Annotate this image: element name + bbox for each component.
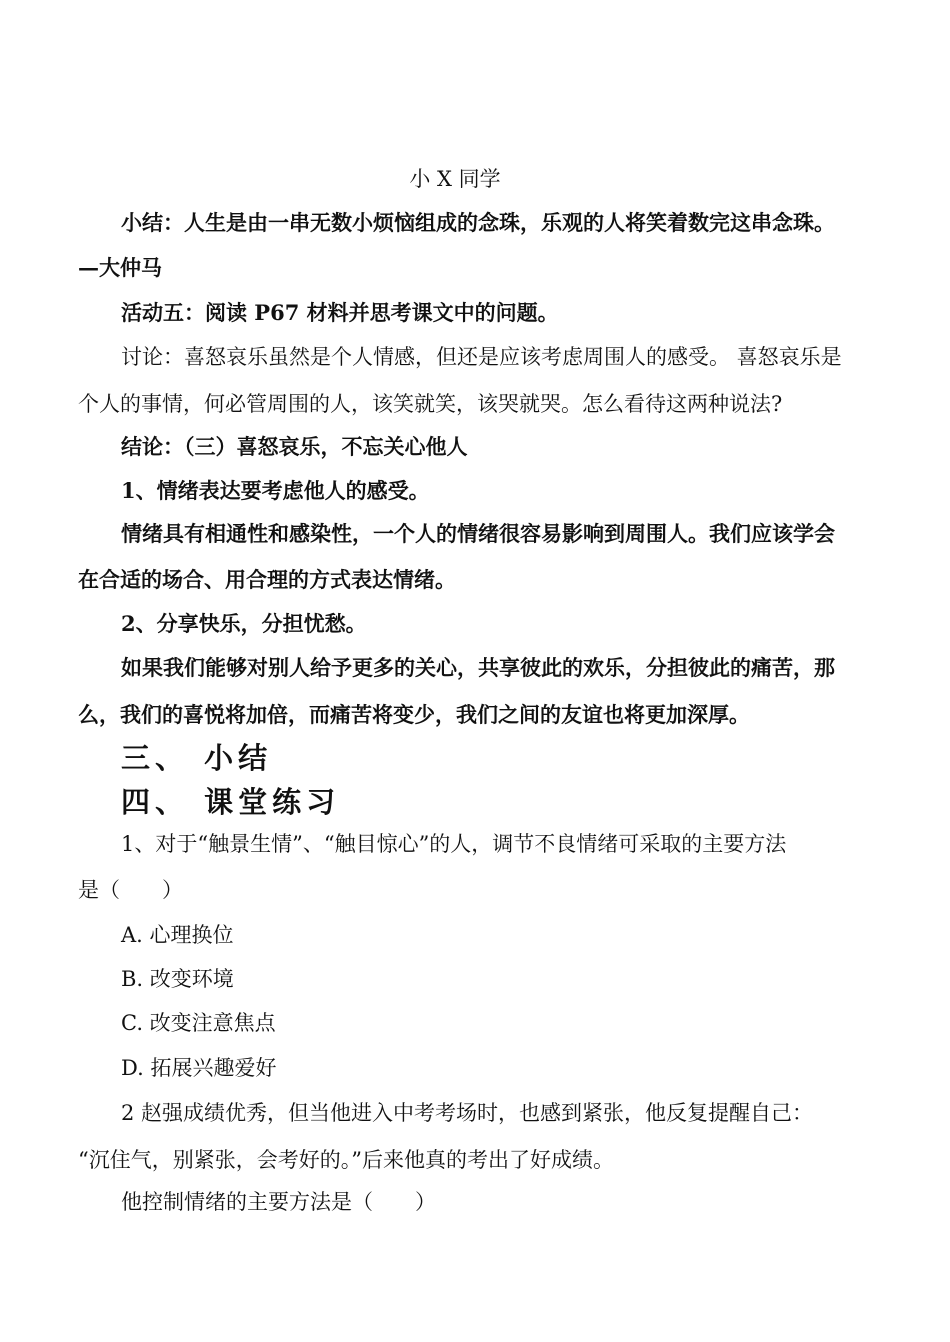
point2-title: 2、分享快乐，分担忧愁。 bbox=[121, 611, 367, 636]
attribution-text: 小 X 同学 bbox=[409, 167, 501, 191]
point2-body-line1: 如果我们能够对别人给予更多的关心，共享彼此的欢乐，分担彼此的痛苦，那 bbox=[121, 655, 835, 680]
section-three-heading: 三、 小结 bbox=[121, 741, 273, 775]
question1-option-b: B. 改变环境 bbox=[121, 967, 234, 991]
summary-quote-line1: 小结：人生是由一串无数小烦恼组成的念珠，乐观的人将笑着数完这串念珠。 bbox=[121, 210, 835, 235]
question1-option-d: D. 拓展兴趣爱好 bbox=[121, 1056, 277, 1080]
discussion-line1: 讨论：喜怒哀乐虽然是个人情感，但还是应该考虑周围人的感受。 喜怒哀乐是 bbox=[121, 345, 842, 369]
question1-line1: 1、对于“触景生情”、“触目惊心”的人，调节不良情绪可采取的主要方法 bbox=[121, 832, 787, 856]
question2-line2: “沉住气，别紧张，会考好的。”后来他真的考出了好成绩。 bbox=[78, 1148, 614, 1172]
point1-body-line1: 情绪具有相通性和感染性，一个人的情绪很容易影响到周围人。我们应该学会 bbox=[121, 521, 835, 546]
activity-five-text: 活动五：阅读 P67 材料并思考课文中的问题。 bbox=[121, 300, 559, 325]
question2-line1: 2 赵强成绩优秀，但当他进入中考考场时，也感到紧张，他反复提醒自己： bbox=[121, 1101, 814, 1125]
discussion-line2: 个人的事情，何必管周围的人，该笑就笑，该哭就哭。怎么看待这两种说法? bbox=[78, 392, 783, 416]
question2-line3: 他控制情绪的主要方法是（ ） bbox=[121, 1190, 436, 1214]
question1-option-a: A. 心理换位 bbox=[121, 923, 234, 947]
summary-quote-author: —大仲马 bbox=[78, 255, 162, 280]
point1-body-line2: 在合适的场合、用合理的方式表达情绪。 bbox=[78, 567, 456, 592]
conclusion-heading: 结论：（三）喜怒哀乐，不忘关心他人 bbox=[121, 434, 468, 459]
question1-line2: 是（ ） bbox=[78, 878, 183, 902]
question1-option-c: C. 改变注意焦点 bbox=[121, 1011, 276, 1035]
section-four-heading: 四、 课堂练习 bbox=[121, 785, 341, 819]
point2-body-line2: 么，我们的喜悦将加倍，而痛苦将变少，我们之间的友谊也将更加深厚。 bbox=[78, 702, 750, 727]
point1-title: 1、情绪表达要考虑他人的感受。 bbox=[121, 478, 430, 503]
